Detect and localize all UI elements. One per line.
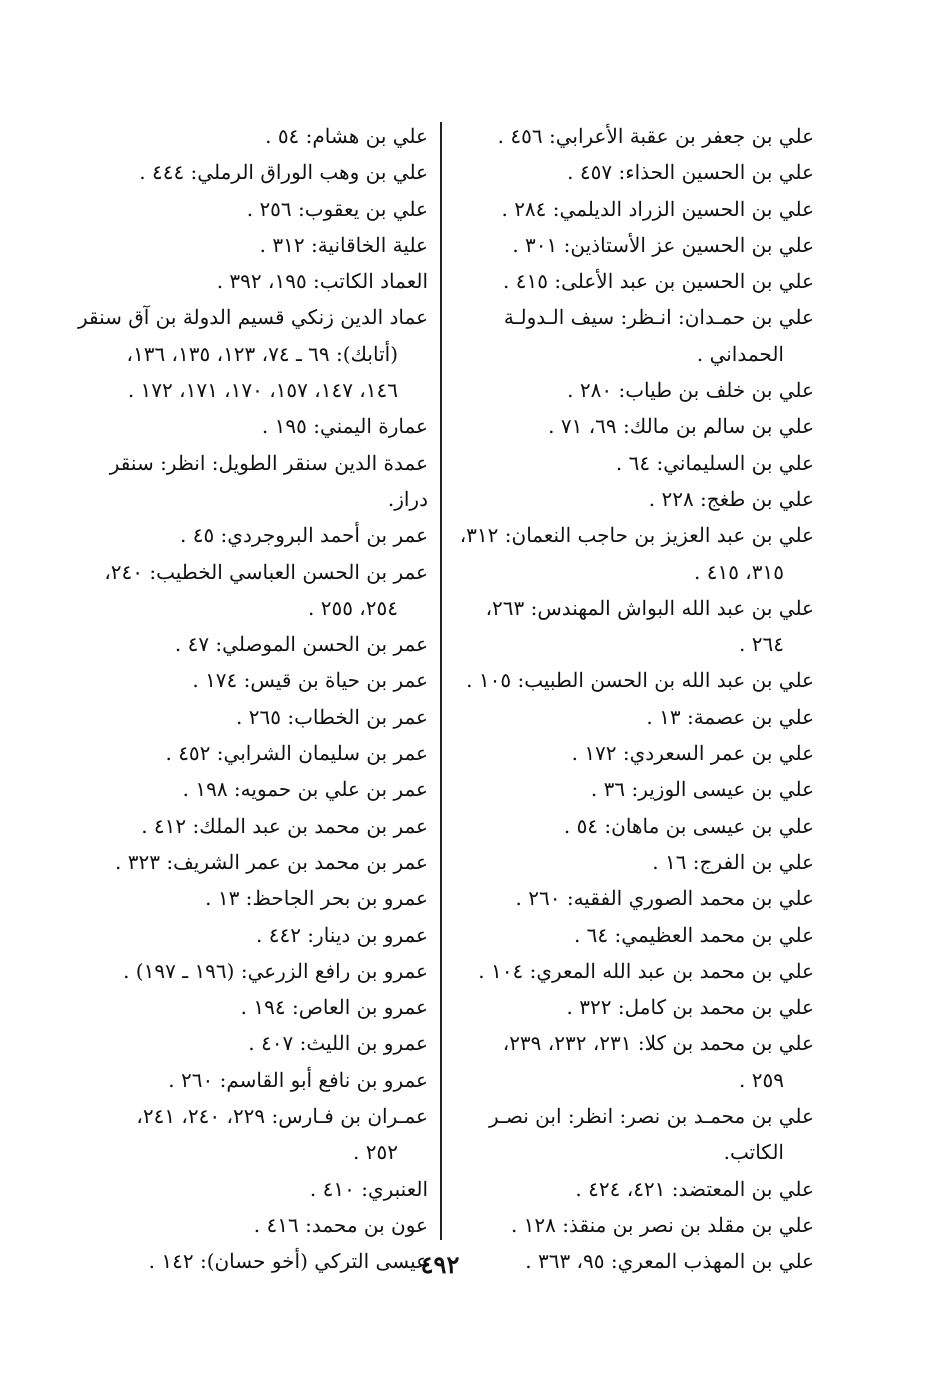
index-entry — [66, 191, 428, 227]
index-entry — [66, 989, 428, 1025]
index-entry-text: عمر بن علي بن حمويه: ١٩٨ . — [182, 777, 428, 802]
index-entry-text: علي بن محمد بن كلا: ٢٣١، ٢٣٢، ٢٣٩، — [502, 1031, 814, 1056]
index-entry-continuation: ٢٥٢ . — [353, 1140, 398, 1165]
index-entry-text: علي بن عبد الله بن الحسن الطبيب: ١٠٥ . — [466, 668, 814, 693]
index-entry — [452, 771, 814, 807]
index-entry-continuation: الحمداني . — [696, 341, 784, 366]
index-entry — [66, 662, 428, 698]
index-entry — [66, 626, 428, 662]
index-entry — [66, 880, 428, 916]
index-entry-text: علي بن خلف بن طياب: ٢٨٠ . — [567, 378, 814, 403]
index-entry-text: عمرو بن العاص: ١٩٤ . — [240, 995, 428, 1020]
index-entry — [66, 118, 428, 154]
index-entry — [452, 662, 814, 698]
index-entry-text: علي بن جعفر بن عقبة الأعرابي: ٤٥٦ . — [497, 124, 814, 148]
index-entry — [66, 554, 428, 627]
index-entry — [452, 880, 814, 916]
index-entry-text: علي بن حمـدان: انـظر: سيف الـدولـة — [503, 305, 814, 330]
index-entry — [452, 989, 814, 1025]
index-entry-text: علي بن محمد الصوري الفقيه: ٢٦٠ . — [515, 886, 814, 911]
index-entry — [452, 408, 814, 444]
index-entry-text: علي بن محمد بن عبد الله المعري: ١٠٤ . — [478, 958, 814, 983]
index-entry — [452, 191, 814, 227]
index-entry — [66, 154, 428, 190]
index-entry-text: عون بن محمد: ٤١٦ . — [253, 1212, 428, 1237]
index-entry-continuation: ٣١٥، ٤١٥ . — [694, 559, 784, 584]
index-entry — [452, 118, 814, 154]
index-entry — [452, 154, 814, 190]
index-entry — [66, 953, 428, 989]
index-entry-text: عمر بن أحمد البروجردي: ٤٥ . — [179, 523, 428, 548]
index-entry-continuation: ٢٦٤ . — [739, 632, 784, 657]
index-entry — [66, 1243, 428, 1279]
index-entry — [452, 227, 814, 263]
index-entry-text: علي بن المهذب المعري: ٩٥، ٣٦٣ . — [525, 1249, 814, 1274]
index-entry-text: علي بن عبد الله البواش المهندس: ٢٦٣، — [485, 595, 814, 620]
index-entry-text: عمر بن محمد بن عبد الملك: ٤١٢ . — [141, 813, 428, 838]
index-entry — [452, 1243, 814, 1279]
index-entry — [66, 1207, 428, 1243]
index-entry — [66, 844, 428, 880]
index-entry-text: علي بن الحسين عز الأستاذين: ٣٠١ . — [512, 232, 814, 257]
index-entry — [452, 735, 814, 771]
index-entry — [452, 481, 814, 517]
index-entry-text: عمرو بن الليث: ٤٠٧ . — [248, 1031, 428, 1056]
index-entry-text: عماد الدين زنكي قسيم الدولة بن آق سنقر — [77, 305, 428, 330]
index-entry-text: عمر بن محمد بن عمر الشريف: ٣٢٣ . — [115, 849, 428, 874]
index-entry-continuation: ١٤٦، ١٤٧، ١٥٧، ١٧٠، ١٧١، ١٧٢ . — [127, 378, 398, 403]
index-entry-text: عمر بن الحسن العباسي الخطيب: ٢٤٠، — [104, 559, 428, 584]
index-entry — [452, 299, 814, 372]
index-entry-continuation: الكاتب. — [723, 1140, 784, 1165]
index-entry-text: علي بن عبد العزيز بن حاجب النعمان: ٣١٢، — [459, 523, 814, 548]
index-entry — [452, 917, 814, 953]
index-entry — [66, 263, 428, 299]
index-entry-text: علي بن محمد بن كامل: ٣٢٢ . — [566, 995, 814, 1020]
index-entry — [452, 699, 814, 735]
index-entry — [66, 445, 428, 518]
index-entry-text: عمر بن الحسن الموصلي: ٤٧ . — [174, 632, 428, 657]
index-entry — [66, 517, 428, 553]
index-entry — [452, 1207, 814, 1243]
index-entry-text: عمدة الدين سنقر الطويل: انظر: سنقر دراز. — [109, 450, 428, 511]
index-entry-text: علي بن يعقوب: ٢٥٦ . — [246, 196, 428, 221]
index-entry — [66, 735, 428, 771]
column-divider — [440, 122, 442, 1240]
page-number: ٤٩٢ — [420, 1250, 460, 1279]
index-entry — [452, 1171, 814, 1207]
index-entry — [66, 408, 428, 444]
index-entry-text: العنبري: ٤١٠ . — [309, 1176, 428, 1201]
index-entry — [452, 590, 814, 663]
index-entry-text: علي بن الحسين الحذاء: ٤٥٧ . — [567, 160, 814, 185]
index-entry — [452, 517, 814, 590]
index-entry — [66, 917, 428, 953]
index-entry — [452, 263, 814, 299]
index-entry-text: علي بن المعتضد: ٤٢١، ٤٢٤ . — [575, 1176, 814, 1201]
index-entry-text: عمر بن حياة بن قيس: ١٧٤ . — [192, 668, 428, 693]
index-entry-text: علي بن السليماني: ٦٤ . — [615, 450, 814, 475]
index-entry — [66, 1098, 428, 1171]
index-entry — [66, 699, 428, 735]
index-entry — [452, 445, 814, 481]
right-index-column — [452, 118, 814, 1280]
index-entry-text: علي بن عيسى بن ماهان: ٥٤ . — [563, 813, 814, 838]
index-entry-text: علي بن عصمة: ١٣ . — [646, 704, 814, 729]
index-entry — [66, 771, 428, 807]
index-entry-text: علي بن الحسين بن عبد الأعلى: ٤١٥ . — [503, 269, 814, 294]
index-entry — [66, 808, 428, 844]
index-entry-text: علية الخاقانية: ٣١٢ . — [259, 232, 428, 257]
index-entry-text: علي بن هشام: ٥٤ . — [265, 124, 428, 148]
index-entry — [66, 1025, 428, 1061]
index-entry-text: علي بن عيسى الوزير: ٣٦ . — [590, 777, 814, 802]
index-entry-text: علي بن طغج: ٢٢٨ . — [648, 486, 814, 511]
index-entry — [452, 808, 814, 844]
index-entry-text: عمر بن الخطاب: ٢٦٥ . — [236, 704, 428, 729]
index-entry — [452, 1098, 814, 1171]
index-entry — [452, 372, 814, 408]
index-entry-text: علي بن الحسين الزراد الديلمي: ٢٨٤ . — [501, 196, 814, 221]
index-entry-text: علي بن محمد العظيمي: ٦٤ . — [573, 922, 814, 947]
index-entry-text: علي بن وهب الوراق الرملي: ٤٤٤ . — [139, 160, 428, 185]
index-entry-continuation: (أتابك): ٦٩ ـ ٧٤، ١٢٣، ١٣٥، ١٣٦، — [126, 341, 398, 366]
index-entry-text: العماد الكاتب: ١٩٥، ٣٩٢ . — [216, 269, 428, 294]
index-entry-continuation: ٢٥٩ . — [739, 1067, 784, 1092]
index-entry-text: عمرو بن نافع أبو القاسم: ٢٦٠ . — [168, 1067, 428, 1092]
index-entry-text: علي بن الفرج: ١٦ . — [652, 849, 814, 874]
index-entry-text: علي بن عمر السعردي: ١٧٢ . — [571, 741, 814, 766]
index-entry — [66, 227, 428, 263]
index-entry-text: عمارة اليمني: ١٩٥ . — [261, 414, 428, 439]
index-entry — [452, 953, 814, 989]
index-entry-text: عيسى التركي (أخو حسان): ١٤٢ . — [148, 1249, 428, 1274]
index-entry — [66, 1062, 428, 1098]
index-entry-text: عمرو بن رافع الزرعي: (١٩٦ ـ ١٩٧) . — [123, 958, 428, 983]
index-entry-text: عمرو بن بحر الجاحظ: ١٣ . — [205, 886, 428, 911]
index-entry — [66, 1171, 428, 1207]
index-entry-text: علي بن محمـد بن نصر: انظر: ابن نصـر — [489, 1104, 814, 1129]
left-index-column — [66, 118, 428, 1280]
index-entry-text: علي بن مقلد بن نصر بن منقذ: ١٢٨ . — [510, 1212, 814, 1237]
index-entry — [66, 299, 428, 408]
index-entry-text: عمر بن سليمان الشرابي: ٤٥٢ . — [165, 741, 428, 766]
index-entry — [452, 844, 814, 880]
index-entry-text: عمرو بن دينار: ٤٤٢ . — [255, 922, 428, 947]
index-entry-text: علي بن سالم بن مالك: ٦٩، ٧١ . — [548, 414, 814, 439]
index-entry-text: عمـران بن فـارس: ٢٢٩، ٢٤٠، ٢٤١، — [136, 1104, 428, 1129]
index-entry — [452, 1025, 814, 1098]
index-entry-continuation: ٢٥٤، ٢٥٥ . — [308, 595, 398, 620]
